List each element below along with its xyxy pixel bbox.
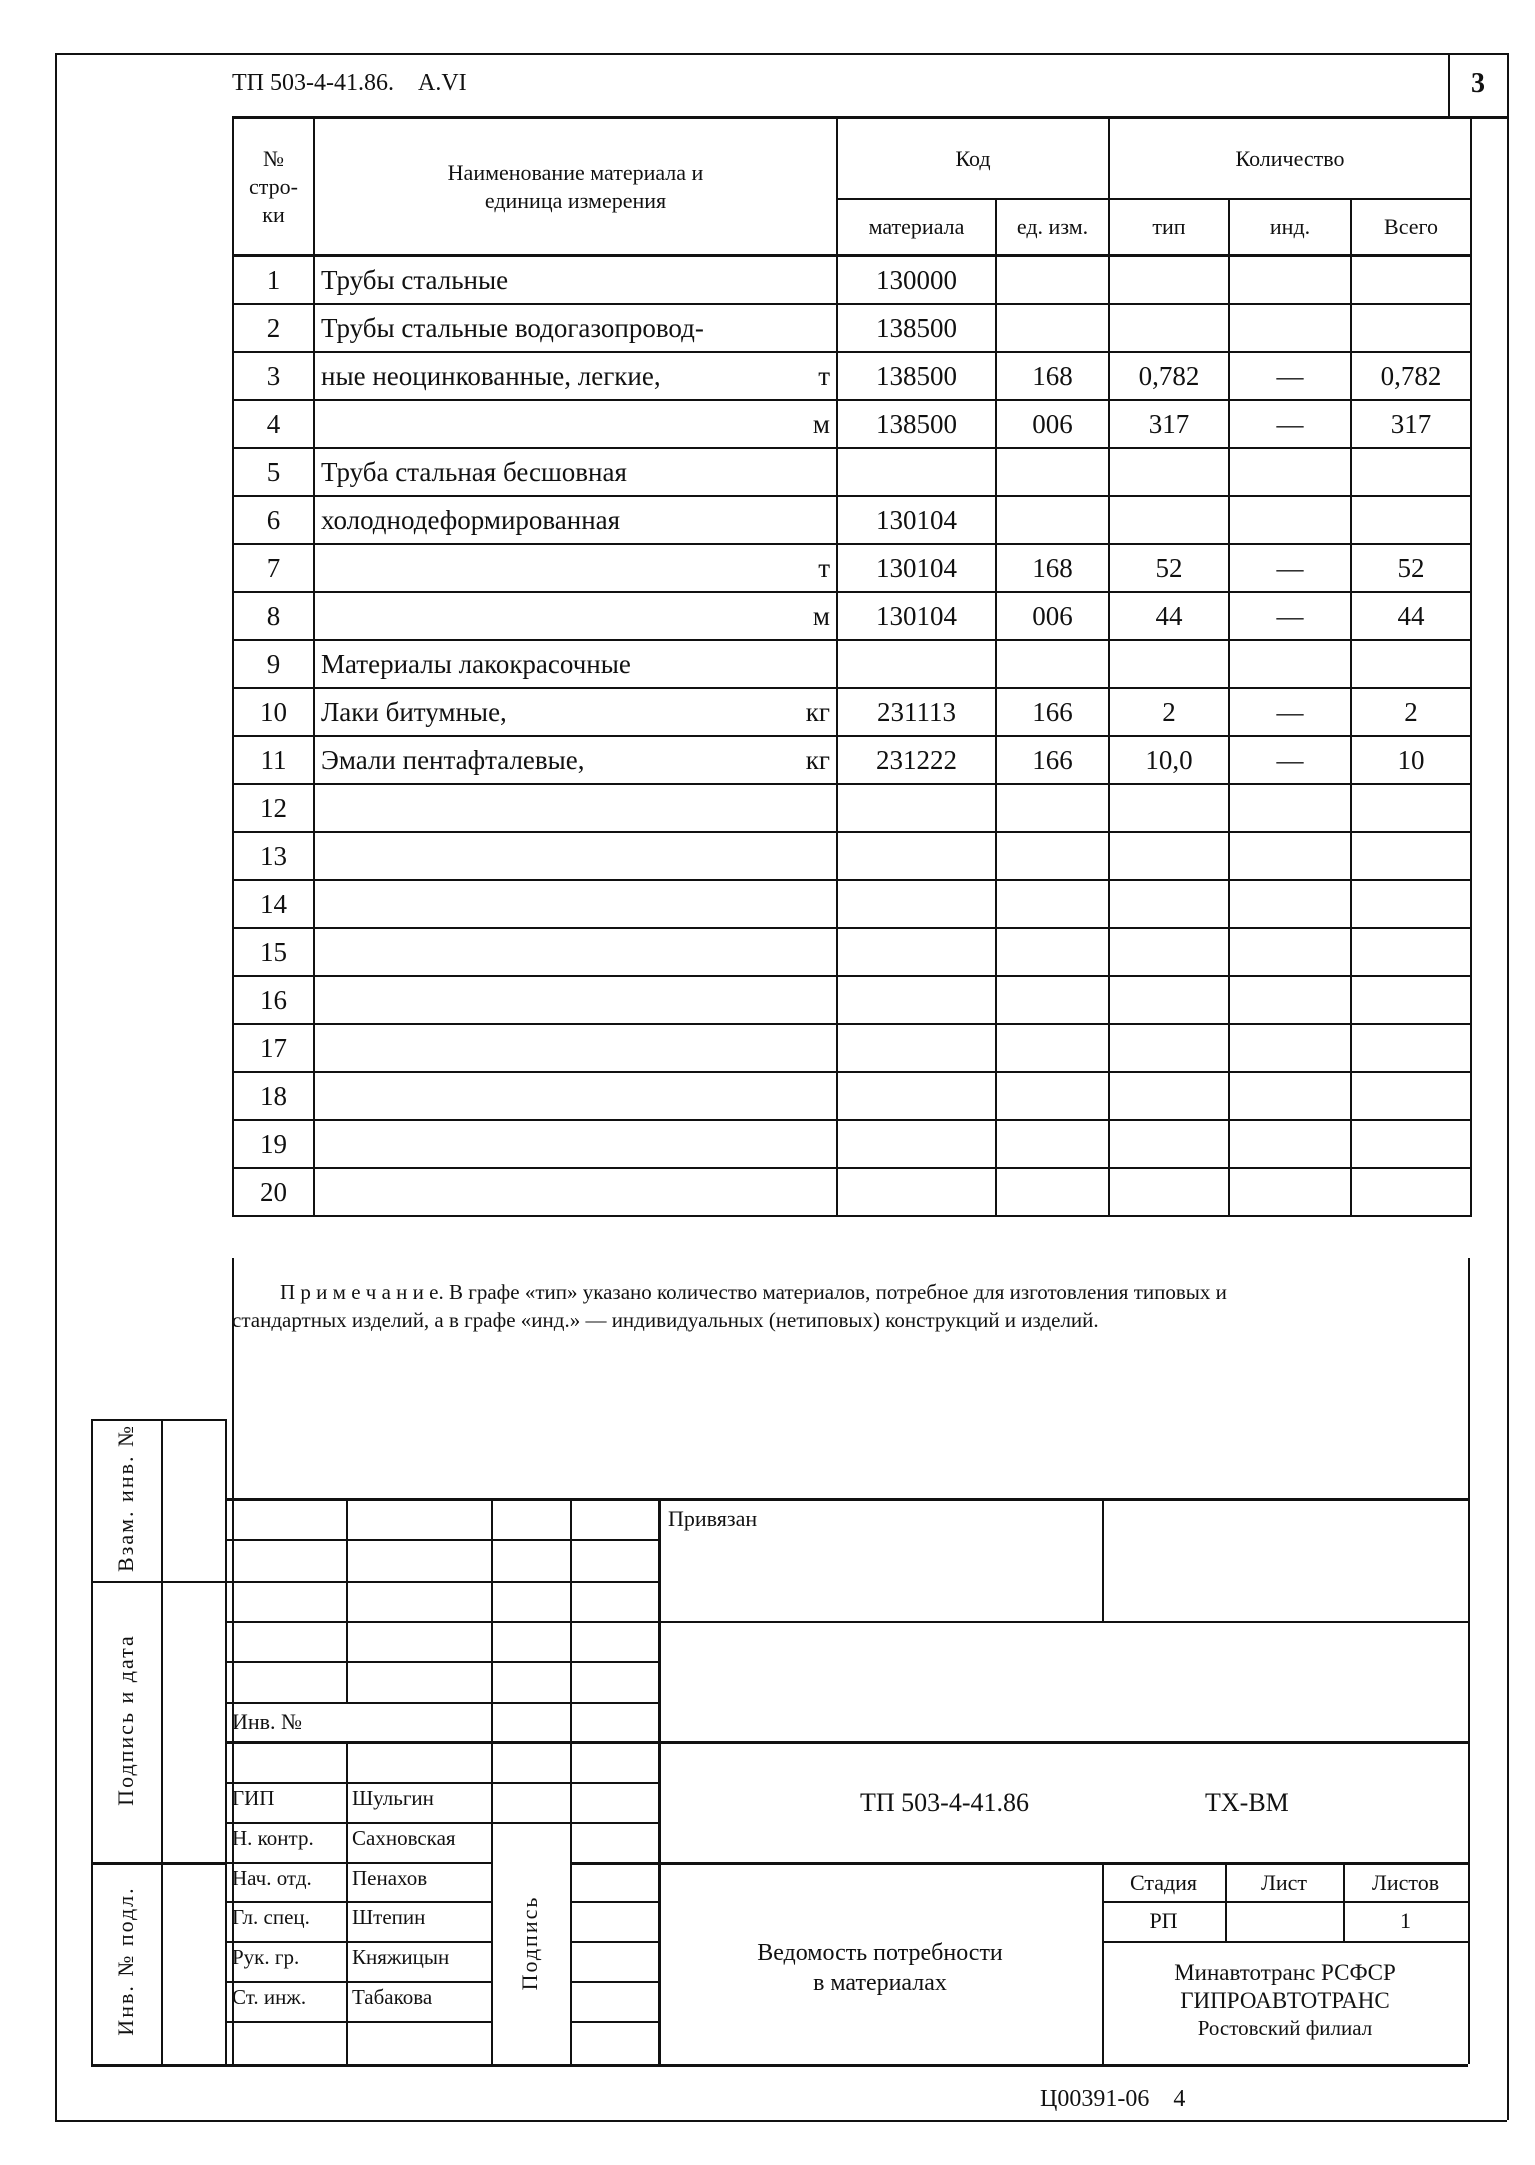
qty-typ: 44 (1109, 592, 1229, 640)
unit-code (996, 640, 1109, 688)
unit-label: т (818, 360, 830, 391)
table-row (233, 1120, 1471, 1168)
row-number: 18 (233, 1072, 314, 1120)
unit-code: 166 (996, 736, 1109, 784)
qty-ind (1229, 880, 1351, 928)
signatory-name: Пенахов (352, 1866, 428, 1890)
table-row (233, 256, 1471, 305)
material-code (837, 1168, 996, 1216)
table-row (233, 1024, 1471, 1072)
table-row (233, 736, 1471, 784)
unit-code (996, 880, 1109, 928)
material-code (837, 928, 996, 976)
qty-total (1351, 880, 1471, 928)
material-name (314, 784, 837, 832)
qty-total (1351, 1120, 1471, 1168)
org-ministry: Минавтотранс РСФСР (1174, 1960, 1396, 1985)
qty-ind: — (1229, 736, 1351, 784)
material-code (837, 832, 996, 880)
signatory-name: Штепин (352, 1905, 426, 1929)
signatory-role: ГИП (232, 1786, 275, 1810)
tb-line (225, 1621, 1468, 1623)
material-code: 231222 (837, 736, 996, 784)
privyazan-label: Привязан (668, 1506, 758, 1531)
stage-value: РП (1149, 1908, 1178, 1933)
material-code: 130104 (837, 496, 996, 544)
row-number: 20 (233, 1168, 314, 1216)
qty-typ (1109, 1120, 1229, 1168)
table-row (233, 592, 1471, 640)
tb-line (225, 1822, 658, 1824)
qty-total (1351, 256, 1471, 305)
strip-left (91, 1419, 93, 2064)
qty-typ: 10,0 (1109, 736, 1229, 784)
material-name (314, 304, 837, 352)
name-text: ные неоцинкованные, легкие, (321, 360, 661, 391)
row-number: 9 (233, 640, 314, 688)
qty-ind: — (1229, 400, 1351, 448)
signatory-role: Н. контр. (232, 1826, 314, 1850)
qty-typ: 0,782 (1109, 352, 1229, 400)
signatory-role: Нач. отд. (232, 1866, 312, 1890)
material-name (314, 256, 837, 305)
tb-line (225, 1782, 658, 1784)
qty-ind: — (1229, 592, 1351, 640)
row-number: 11 (233, 736, 314, 784)
unit-code (996, 976, 1109, 1024)
qty-typ (1109, 1024, 1229, 1072)
signature-label: Подпись (517, 1895, 542, 1991)
qty-typ (1109, 1168, 1229, 1216)
org-branch: Ростовский филиал (1197, 2016, 1373, 2040)
qty-total: 52 (1351, 544, 1471, 592)
inv-podl-label: Инв. № подл. (113, 1886, 138, 2036)
qty-ind (1229, 256, 1351, 305)
qty-ind (1229, 976, 1351, 1024)
tb-line (225, 1661, 658, 1663)
unit-code: 168 (996, 544, 1109, 592)
material-code (837, 784, 996, 832)
footer-code: Ц00391-06 4 (1040, 2086, 1186, 2112)
name-text: Трубы стальные водогазопровод- (321, 312, 704, 343)
strip-sep2 (91, 1862, 225, 1865)
material-name (314, 736, 837, 784)
qty-total (1351, 976, 1471, 1024)
qty-ind (1229, 448, 1351, 496)
qty-total (1351, 640, 1471, 688)
row-number: 7 (233, 544, 314, 592)
qty-total (1351, 928, 1471, 976)
doc-mark: ТХ-ВМ (1205, 1788, 1289, 1817)
tb-line (225, 1539, 658, 1541)
header-name: Наименование материала и единица измерения (314, 118, 837, 256)
material-name (314, 592, 837, 640)
unit-label: кг (805, 696, 830, 727)
unit-code (996, 1072, 1109, 1120)
org-institute: ГИПРОАВТОТРАНС (1180, 1988, 1390, 2013)
tb-line (225, 1862, 491, 1864)
header-code-unit: ед. изм. (996, 199, 1109, 256)
row-number: 13 (233, 832, 314, 880)
tb-line (1102, 1941, 1468, 1943)
table-row (233, 1168, 1471, 1216)
qty-typ (1109, 1072, 1229, 1120)
material-code: 130104 (837, 544, 996, 592)
unit-code: 168 (996, 352, 1109, 400)
tb-line (570, 2021, 658, 2023)
name-text: Лаки битумные, (321, 696, 507, 727)
doc-code: ТП 503-4-41.86 (860, 1788, 1029, 1817)
unit-code (996, 784, 1109, 832)
unit-code: 006 (996, 592, 1109, 640)
strip-top (91, 1419, 225, 1421)
material-name (314, 1072, 837, 1120)
row-number: 1 (233, 256, 314, 305)
qty-ind: — (1229, 688, 1351, 736)
row-number: 19 (233, 1120, 314, 1168)
name-text: Эмали пентафталевые, (321, 744, 585, 775)
qty-typ: 2 (1109, 688, 1229, 736)
material-code (837, 1024, 996, 1072)
material-code: 231113 (837, 688, 996, 736)
material-code: 138500 (837, 400, 996, 448)
table-row (233, 640, 1471, 688)
qty-ind (1229, 832, 1351, 880)
tb-line (570, 1941, 658, 1943)
tb-line (225, 1981, 491, 1983)
materials-table (232, 117, 1472, 1217)
unit-code (996, 832, 1109, 880)
material-name (314, 1120, 837, 1168)
tb-vline (346, 1498, 348, 1702)
tb-line (1102, 1901, 1468, 1903)
tb-vline (1102, 1498, 1104, 1621)
row-number: 16 (233, 976, 314, 1024)
unit-label: м (812, 408, 830, 439)
header-qty-typ: тип (1109, 199, 1229, 256)
header-code: Код (837, 118, 1109, 199)
table-row (233, 976, 1471, 1024)
header-qty-total: Всего (1351, 199, 1471, 256)
unit-label: м (812, 600, 830, 631)
table-row (233, 928, 1471, 976)
podpis-data-label: Подпись и дата (113, 1634, 138, 1806)
unit-code (996, 928, 1109, 976)
qty-ind (1229, 496, 1351, 544)
material-name (314, 832, 837, 880)
unit-code: 006 (996, 400, 1109, 448)
qty-total (1351, 448, 1471, 496)
name-text: Материалы лакокрасочные (321, 648, 631, 679)
material-name (314, 1024, 837, 1072)
page-number: 3 (1471, 68, 1485, 99)
signatory-role: Ст. инж. (232, 1985, 307, 2009)
qty-typ (1109, 784, 1229, 832)
tb-line (225, 1581, 658, 1583)
header-quantity: Количество (1109, 118, 1471, 199)
qty-total (1351, 784, 1471, 832)
qty-ind (1229, 784, 1351, 832)
table-row (233, 496, 1471, 544)
doc-title-1: Ведомость потребности (757, 1940, 1003, 1966)
frame-bottom (55, 2120, 1507, 2122)
signatory-role: Рук. гр. (232, 1945, 300, 1969)
qty-total (1351, 1168, 1471, 1216)
tb-line (225, 1702, 658, 1704)
unit-code (996, 256, 1109, 305)
signatory-name: Княжицын (352, 1945, 450, 1969)
tb-line (225, 2021, 491, 2023)
frame-top (55, 53, 1507, 55)
qty-typ (1109, 448, 1229, 496)
sheet-label: Лист (1260, 1870, 1308, 1895)
unit-label: кг (805, 744, 830, 775)
row-number: 8 (233, 592, 314, 640)
tb-top (225, 1498, 1468, 1501)
material-name (314, 496, 837, 544)
material-name (314, 688, 837, 736)
table-row (233, 832, 1471, 880)
qty-typ (1109, 640, 1229, 688)
unit-code (996, 448, 1109, 496)
material-code (837, 640, 996, 688)
unit-label: т (818, 552, 830, 583)
doc-title-2: в материалах (813, 1970, 947, 1996)
material-name (314, 1168, 837, 1216)
qty-ind (1229, 1072, 1351, 1120)
unit-code (996, 496, 1109, 544)
material-code (837, 1120, 996, 1168)
signatory-role: Гл. спец. (232, 1905, 310, 1929)
strip-sep1 (91, 1581, 225, 1583)
material-name (314, 976, 837, 1024)
table-row (233, 880, 1471, 928)
qty-typ: 317 (1109, 400, 1229, 448)
qty-typ (1109, 976, 1229, 1024)
row-number: 10 (233, 688, 314, 736)
material-name (314, 640, 837, 688)
sheets-value: 1 (1400, 1908, 1411, 1933)
qty-typ: 52 (1109, 544, 1229, 592)
qty-ind (1229, 928, 1351, 976)
tb-line (570, 1981, 658, 1983)
note-line-2: стандартных изделий, а в графе «инд.» — индивидуальных (нетиповых) конструкций и изделий. (232, 1308, 1099, 1332)
qty-total: 44 (1351, 592, 1471, 640)
qty-typ (1109, 928, 1229, 976)
stage-label: Стадия (1129, 1870, 1198, 1895)
table-row (233, 1072, 1471, 1120)
material-code: 138500 (837, 304, 996, 352)
qty-ind (1229, 1120, 1351, 1168)
tb-line (225, 1741, 1468, 1744)
sheets-label: Листов (1371, 1870, 1440, 1895)
tb-vline (491, 1498, 493, 2064)
table-row (233, 688, 1471, 736)
name-text: Труба стальная бесшовная (321, 456, 627, 487)
table-row (233, 304, 1471, 352)
unit-code (996, 1024, 1109, 1072)
row-number: 3 (233, 352, 314, 400)
qty-ind (1229, 640, 1351, 688)
header-row-no: № стро-ки (233, 118, 314, 256)
note-line-1: П р и м е ч а н и е. В графе «тип» указано количество материалов, потребное для изготовления типовых и (280, 1280, 1227, 1304)
qty-typ (1109, 304, 1229, 352)
signatory-name: Табакова (352, 1985, 433, 2009)
row-number: 5 (233, 448, 314, 496)
material-name (314, 400, 837, 448)
unit-code (996, 304, 1109, 352)
row-number: 12 (233, 784, 314, 832)
tb-line (225, 1941, 491, 1943)
inv-no-label: Инв. № (232, 1709, 303, 1734)
table-row (233, 352, 1471, 400)
material-name (314, 544, 837, 592)
strip-mid (161, 1419, 163, 2064)
qty-total: 0,782 (1351, 352, 1471, 400)
qty-total: 2 (1351, 688, 1471, 736)
qty-total (1351, 496, 1471, 544)
tb-line (225, 1901, 491, 1903)
qty-total: 317 (1351, 400, 1471, 448)
table-row (233, 544, 1471, 592)
vzam-inv-label: Взам. инв. № (113, 1424, 138, 1572)
qty-total: 10 (1351, 736, 1471, 784)
material-code (837, 1072, 996, 1120)
qty-ind (1229, 1024, 1351, 1072)
material-name (314, 880, 837, 928)
row-number: 14 (233, 880, 314, 928)
qty-total (1351, 832, 1471, 880)
qty-total (1351, 304, 1471, 352)
material-name (314, 928, 837, 976)
qty-typ (1109, 880, 1229, 928)
table-row (233, 400, 1471, 448)
tb-line (570, 1901, 658, 1903)
doc-ref: ТП 503-4-41.86. А.VI (232, 70, 467, 96)
tb-vline (346, 1741, 348, 2064)
frame-left (55, 53, 57, 2120)
signatory-name: Шульгин (352, 1786, 434, 1810)
row-number: 15 (233, 928, 314, 976)
material-code (837, 448, 996, 496)
table-row (233, 784, 1471, 832)
header-code-material: материала (837, 199, 996, 256)
qty-typ (1109, 256, 1229, 305)
material-code (837, 976, 996, 1024)
row-number: 6 (233, 496, 314, 544)
unit-code (996, 1168, 1109, 1216)
qty-ind: — (1229, 352, 1351, 400)
material-code: 138500 (837, 352, 996, 400)
frame-right (1507, 53, 1509, 2120)
row-number: 4 (233, 400, 314, 448)
header-qty-ind: инд. (1229, 199, 1351, 256)
name-text: холоднодеформированная (321, 504, 621, 535)
material-name (314, 352, 837, 400)
unit-code (996, 1120, 1109, 1168)
row-number: 17 (233, 1024, 314, 1072)
table-right-ext (1468, 1258, 1470, 2064)
qty-typ (1109, 832, 1229, 880)
row-number: 2 (233, 304, 314, 352)
table-row (233, 448, 1471, 496)
qty-total (1351, 1024, 1471, 1072)
qty-ind (1229, 304, 1351, 352)
tb-bottom (91, 2064, 1468, 2067)
tb-vline (570, 1498, 572, 2064)
qty-total (1351, 1072, 1471, 1120)
material-code (837, 880, 996, 928)
signatory-name: Сахновская (352, 1826, 456, 1850)
qty-ind (1229, 1168, 1351, 1216)
unit-code: 166 (996, 688, 1109, 736)
tb-line (570, 1862, 1468, 1865)
material-name (314, 448, 837, 496)
qty-typ (1109, 496, 1229, 544)
material-code: 130104 (837, 592, 996, 640)
name-text: Трубы стальные (321, 264, 509, 295)
qty-ind: — (1229, 544, 1351, 592)
material-code: 130000 (837, 256, 996, 305)
